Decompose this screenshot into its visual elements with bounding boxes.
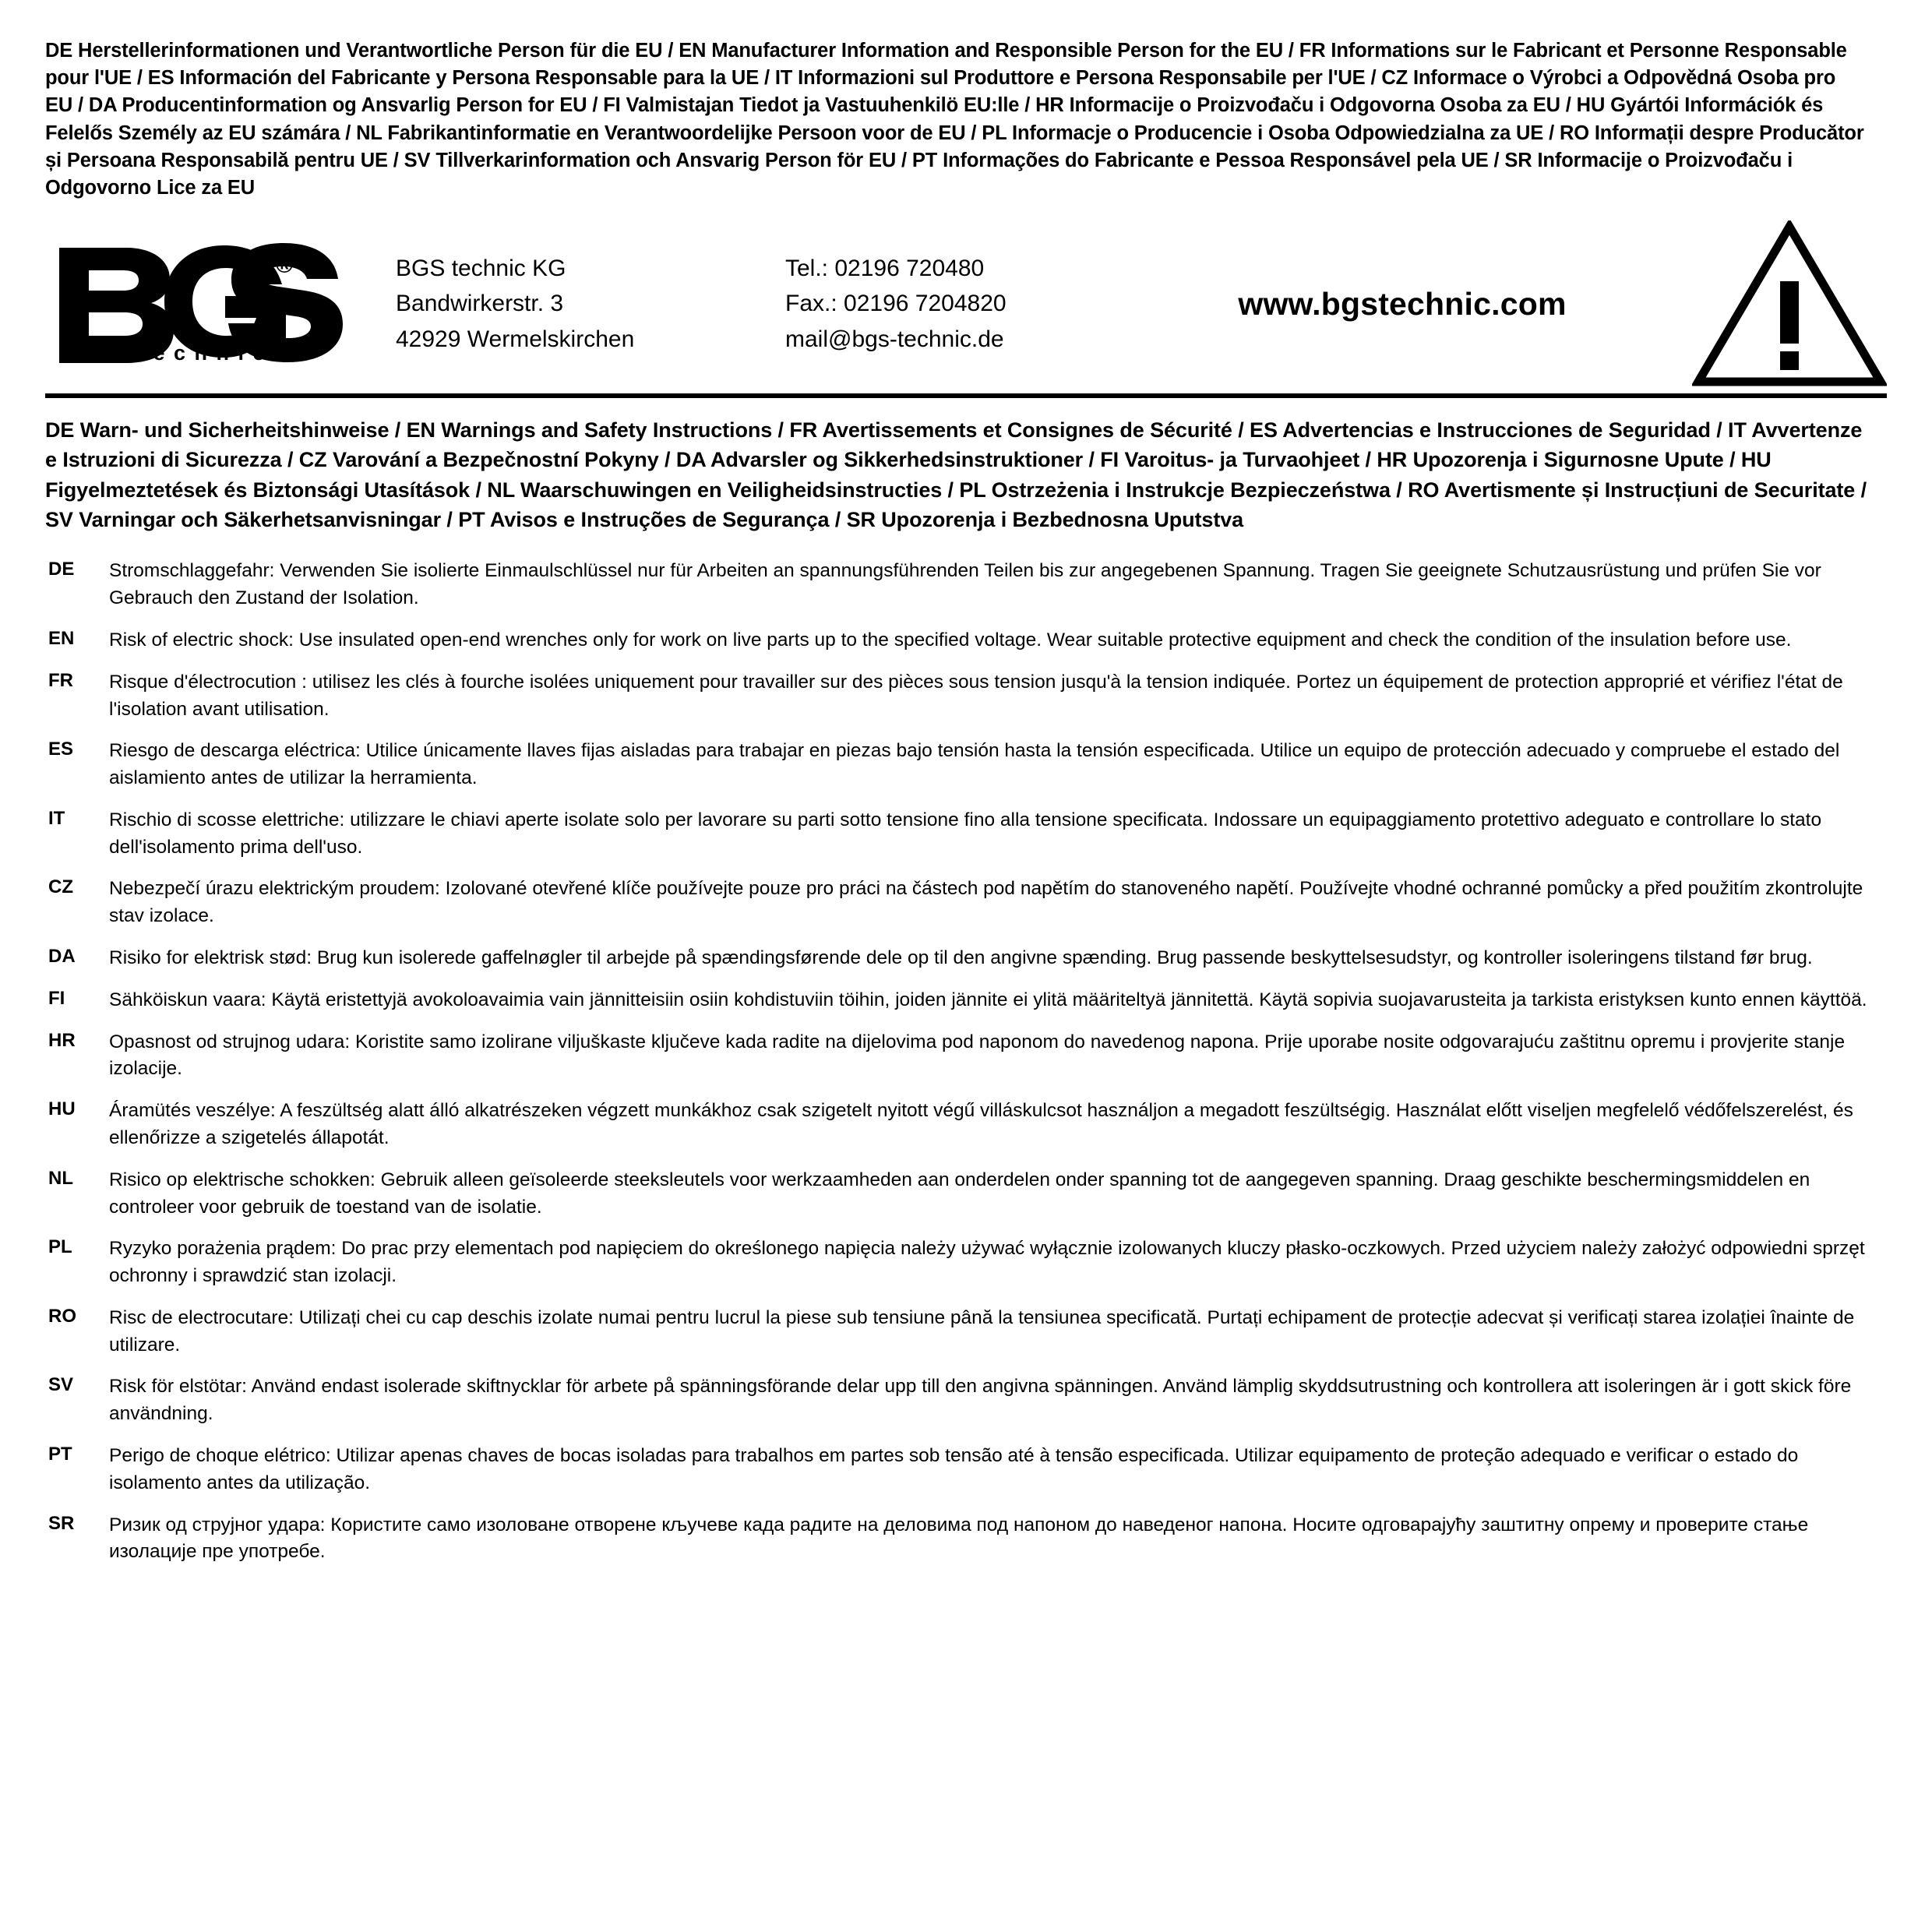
lang-code: RO — [48, 1305, 76, 1327]
lang-text: Risk för elstötar: Använd endast isolerade skiftnycklar för arbete på spänningsförande delar upp till den angivna spänningen. Använd lämplig skyddsutrustning och kontrollera att isoleringen är i gott skick före användning. — [109, 1376, 1852, 1425]
lang-text: Nebezpečí úrazu elektrickým proudem: Izolované otevřené klíče používejte pouze pro práci na částech pod napětím do stanoveného napětí. Používejte vhodné ochranné pomůcky a před použitím zkontrolujte stav izolace. — [109, 878, 1863, 927]
lang-text: Risk of electric shock: Use insulated open-end wrenches only for work on live parts up to the specified voltage. Wear suitable protective equipment and check the condition of the insulation before use. — [109, 629, 1792, 650]
list-item — [45, 876, 1887, 930]
list-item — [45, 1305, 1887, 1359]
lang-text: Sähköiskun vaara: Käytä eristettyjä avokoloavaimia vain jännitteisiin osiin kohdistuviin töihin, joiden jännite ei ylitä määriteltyä jännitettä. Käytä sopivia suojavarusteita ja tarkista eristyksen kunto ennen käyttöä. — [109, 989, 1867, 1010]
list-item — [45, 558, 1887, 612]
list-item — [45, 627, 1887, 654]
company-street: Bandwirkerstr. 3 — [396, 291, 564, 317]
company-city: 42929 Wermelskirchen — [396, 326, 635, 352]
company-address — [380, 251, 785, 358]
company-tel: Tel.: 02196 720480 — [785, 255, 985, 281]
lang-code: CZ — [48, 876, 73, 898]
lang-text: Perigo de choque elétrico: Utilizar apenas chaves de bocas isoladas para trabalhos em partes sob tensão até à tensão especificada. Utilizar equipamento de proteção adequado e verificar o estado do isolamento antes da utilização. — [109, 1444, 1799, 1493]
company-name: BGS technic KG — [396, 255, 566, 281]
safety-section-title: DE Warn- und Sicherheitshinweise / EN Warnings and Safety Instructions / FR Avertissements et Consignes de Sécurité / ES Advertencias e Instrucciones de Seguridad / IT Avvertenze e Istruzioni di Sicurezza / CZ Varování a Bezpečnostní Pokyny / DA Advarsler og Sikkerhedsinstruktioner / FI Varoitus- ja Turvaohjeet / HR Upozorenja i Sigurnosne Upute / HU Figyelmeztetések és Biztonsági Utasítások / NL Waarschuwingen en Veiligheidsinstructies / PL Ostrzeżenia i Instrukcje Bezpieczeństwa / RO Avertismente și Instrucțiuni de Securitate / SV Varningar och Säkerhetsanvisningar / PT Avisos e Instruções de Segurança / SR Upozorenja i Bezbednosna Uputstva — [45, 418, 1867, 532]
company-website[interactable]: www.bgstechnic.com — [1238, 285, 1567, 322]
lang-code: HU — [48, 1098, 76, 1120]
lang-text: Risc de electrocutare: Utilizați chei cu cap deschis izolate numai pentru lucrul la piese sub tensiune până la tensiunea specificată. Purtați echipament de protecție adecvat și verificați starea izolației înainte de utilizare. — [109, 1306, 1855, 1356]
lang-text: Stromschlaggefahr: Verwenden Sie isolierte Einmaulschlüssel nur für Arbeiten an spannungsführenden Teilen bis zur angegebenen Spannung. Tragen Sie geeignete Schutzausrüstung und prüfen Sie vor Gebrauch den Zustand der Isolation. — [109, 560, 1821, 609]
lang-code: HR — [48, 1029, 76, 1051]
list-item — [45, 1236, 1887, 1290]
lang-code: SR — [48, 1512, 75, 1534]
lang-text: Áramütés veszélye: A feszültség alatt álló alkatrészeken végzett munkákhoz csak szigetelt nyitott végű villáskulcsot használjon a megadott feszültségig. Használat előtt viseljen megfelelő védőfelszerelést, és ellenőrizze a szigetelés állapotát. — [109, 1100, 1853, 1148]
company-fax: Fax.: 02196 7204820 — [785, 291, 1007, 317]
list-item — [45, 1167, 1887, 1222]
list-item — [45, 1373, 1887, 1428]
lang-text: Risque d'électrocution : utilisez les clés à fourche isolées uniquement pour travailler sur des pièces sous tension jusqu'à la tension indiquée. Portez un équipement de protection approprié et vérifiez l'état de l'isolation avant utilisation. — [109, 671, 1843, 720]
list-item — [45, 807, 1887, 862]
lang-text: Risico op elektrische schokken: Gebruik alleen geïsoleerde steeksleutels voor werkzaamheden aan onderdelen onder spanning tot de aangegeven spanning. Draag geschikte beschermingsmiddelen en controleer voor gebruik de toestand van de isolatie. — [109, 1169, 1810, 1218]
warning-triangle-icon — [1692, 220, 1887, 388]
lang-code: FI — [48, 987, 65, 1009]
company-mail: mail@bgs-technic.de — [785, 326, 1004, 352]
lang-text: Risiko for elektrisk stød: Brug kun isolerede gaffelnøgler til arbejde på spændingsførende dele op til den angivne spænding. Brug passende beskyttelsesudstyr, og kontroller isoleringens tilstand før brug. — [109, 947, 1813, 969]
list-item — [45, 1029, 1887, 1084]
warnings-list — [45, 558, 1887, 1566]
lang-text: Riesgo de descarga eléctrica: Utilice únicamente llaves fijas aisladas para trabajar en piezas bajo tensión hasta la tensión especificada. Utilice un equipo de protección adecuado y compruebe el estado del aislamiento antes de utilizar la herramienta. — [109, 740, 1840, 789]
list-item — [45, 1443, 1887, 1497]
list-item — [45, 738, 1887, 792]
list-item — [45, 987, 1887, 1014]
lang-code: ES — [48, 739, 74, 760]
company-header — [45, 219, 1887, 398]
lang-code: DE — [48, 559, 75, 580]
company-contact — [785, 251, 1151, 358]
lang-code: PL — [48, 1236, 72, 1258]
lang-code: DA — [48, 946, 76, 968]
lang-code: SV — [48, 1374, 74, 1396]
warning-triangle — [1684, 220, 1887, 388]
logo-trademark: ® — [276, 252, 294, 279]
lang-code: IT — [48, 807, 65, 829]
list-item — [45, 1098, 1887, 1152]
list-item — [45, 1512, 1887, 1567]
list-item — [45, 945, 1887, 972]
lang-text: Rischio di scosse elettriche: utilizzare le chiavi aperte isolate solo per lavorare su parti sotto tensione fino alla tensione specificata. Indossare un equipaggiamento protettivo adeguato e controllare lo stato dell'isolamento prima dell'uso. — [109, 809, 1822, 858]
lang-code: PT — [48, 1443, 72, 1465]
bgs-logo — [45, 242, 380, 366]
lang-text: Opasnost od strujnog udara: Koristite samo izolirane viljuškaste ključeve kada radite na dijelovima pod naponom do navedenog napona. Prije uporabe nosite odgovarajuću zaštitnu opremu i provjerite stanje izolacije. — [109, 1031, 1846, 1080]
logo-subtext: t e c h n i c — [137, 341, 266, 365]
lang-code: NL — [48, 1167, 73, 1189]
lang-text: Ризик од струјног удара: Користите само изоловане отворене кључеве када радите на деловима под напоном до наведеног напона. Носите одговарајућу заштитну опрему и проверите стање изолације пре употребе. — [109, 1514, 1809, 1563]
lang-text: Ryzyko porażenia prądem: Do prac przy elementach pod napięciem do określonego napięcia należy używać wyłącznie izolowanych kluczy płasko-oczkowych. Przed użyciem należy założyć odpowiedni sprzęt ochronny i sprawdzić stan izolacji. — [109, 1238, 1865, 1287]
multilingual-title: DE Herstellerinformationen und Verantwortliche Person für die EU / EN Manufacturer Information and Responsible Person for the EU / FR Informations sur le Fabricant et Personne Responsable pour l'UE / ES Información del Fabricante y Persona Responsable para la UE / IT Informazioni sul Produttore e Persona Responsabile per l'UE / CZ Informace o Výrobci a Odpovědná Osoba pro EU / DA Producentinformation og Ansvarlig Person for EU / FI Valmistajan Tiedot ja Vastuuhenkilö EU:lle / HR Informacije o Proizvođaču i Odgovorna Osoba za EU / HU Gyártói Információk és Felelős Személy az EU számára / NL Fabrikantinformatie en Verantwoordelijke Persoon voor de EU / PL Informacje o Producencie i Osoba Odpowiedzialna za UE / RO Informații despre Producător și Persoana Responsabilă pentru UE / SV Tillverkarinformation och Ansvarig Person för EU / PT Informações do Fabricante e Pessoa Responsável pela UE / SR Informacije o Proizvođaču i Odgovorno Lice za EU — [45, 40, 1864, 199]
lang-code: EN — [48, 628, 75, 649]
list-item — [45, 669, 1887, 724]
lang-code: FR — [48, 669, 73, 691]
